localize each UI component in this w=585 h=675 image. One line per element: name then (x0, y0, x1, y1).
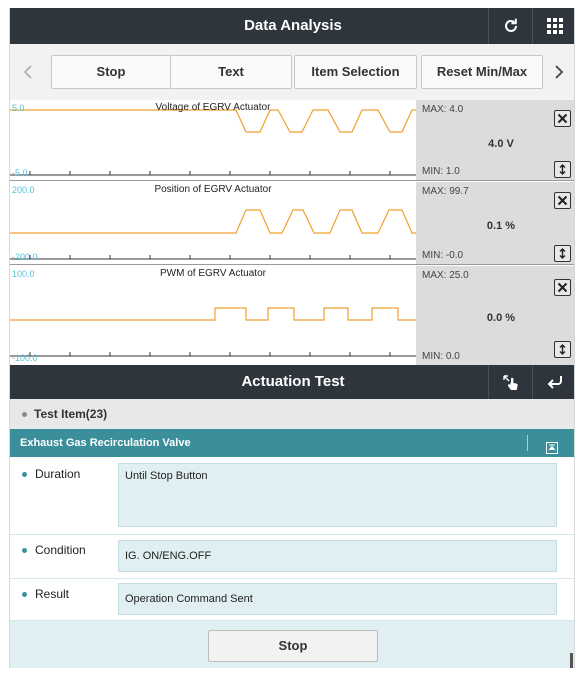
chevron-right-icon (554, 64, 564, 80)
min-value: MIN: 1.0 (422, 166, 460, 177)
max-value: MAX: 25.0 (422, 270, 469, 281)
return-icon (546, 374, 564, 390)
bullet-icon (22, 548, 27, 553)
current-value: 0.1 % (486, 220, 516, 232)
test-item-header (10, 399, 575, 429)
test-item-count: Test Item(23) (34, 407, 108, 421)
scrollbar[interactable] (570, 653, 573, 668)
scroll-left-button[interactable] (16, 55, 40, 89)
page-title: Data Analysis (244, 17, 342, 34)
graph-panel-voltage (10, 100, 575, 181)
actuation-test-title: Actuation Test (241, 373, 345, 390)
drag-handle-button[interactable] (488, 365, 532, 399)
scale-graph-button[interactable] (554, 341, 571, 358)
touch-drag-icon (501, 373, 521, 391)
refresh-icon (502, 17, 520, 35)
current-value: 4.0 V (488, 138, 514, 150)
graph-title: PWM of EGRV Actuator (160, 268, 266, 279)
text-button[interactable]: Text (170, 55, 292, 89)
duration-field: Until Stop Button (118, 463, 557, 527)
close-icon (557, 195, 568, 206)
selected-test-item[interactable] (10, 429, 575, 457)
graph-side-panel (416, 182, 575, 264)
result-label-text: Result (35, 587, 70, 601)
y-axis-max: 200.0 (12, 185, 35, 195)
graph-plot-area (10, 100, 416, 180)
duration-row (10, 457, 575, 535)
max-value: MAX: 99.7 (422, 186, 469, 197)
close-icon (557, 282, 568, 293)
action-bar (10, 621, 575, 668)
condition-label-text: Condition (35, 543, 86, 557)
bullet-icon (22, 412, 27, 417)
graph-plot-area (10, 182, 416, 264)
result-field: Operation Command Sent (118, 583, 557, 615)
condition-field: IG. ON/ENG.OFF (118, 540, 557, 572)
y-axis-min: -200.0 (12, 252, 38, 262)
vertical-resize-icon (557, 344, 568, 355)
min-value: MIN: 0.0 (422, 351, 460, 362)
remove-graph-button[interactable] (554, 192, 571, 209)
y-axis-max: 100.0 (12, 269, 35, 279)
remove-graph-button[interactable] (554, 279, 571, 296)
graph-side-panel (416, 100, 575, 180)
result-row (10, 579, 575, 621)
divider (527, 435, 528, 451)
menu-button[interactable] (532, 8, 575, 44)
condition-row (10, 535, 575, 579)
y-axis-min: -5.0 (12, 168, 28, 178)
app-frame (9, 8, 575, 668)
condition-label (22, 543, 86, 557)
collapse-up-icon (546, 442, 558, 454)
scale-graph-button[interactable] (554, 245, 571, 262)
duration-label-text: Duration (35, 467, 81, 481)
graph-plot-area (10, 266, 416, 365)
refresh-button[interactable] (488, 8, 532, 44)
graph-panel-pwm (10, 266, 575, 365)
selected-item-label: Exhaust Gas Recirculation Valve (20, 437, 191, 449)
remove-graph-button[interactable] (554, 110, 571, 127)
graph-title: Voltage of EGRV Actuator (155, 102, 271, 113)
bullet-icon (22, 592, 27, 597)
title-bar (10, 8, 575, 44)
min-value: MIN: -0.0 (422, 250, 464, 261)
duration-label (22, 467, 80, 481)
y-axis-min: -100.0 (12, 353, 38, 363)
close-icon (557, 113, 568, 124)
max-value: MAX: 4.0 (422, 104, 464, 115)
vertical-resize-icon (557, 164, 568, 175)
graph-side-panel (416, 266, 575, 365)
result-label (22, 587, 69, 601)
actuation-test-header (10, 365, 575, 399)
toolbar (10, 44, 575, 100)
reset-min-max-button[interactable]: Reset Min/Max (421, 55, 543, 89)
current-value: 0.0 % (486, 312, 516, 324)
return-button[interactable] (532, 365, 575, 399)
scroll-right-button[interactable] (547, 55, 571, 89)
graph-title: Position of EGRV Actuator (154, 184, 272, 195)
bullet-icon (22, 472, 27, 477)
vertical-resize-icon (557, 248, 568, 259)
chevron-left-icon (23, 64, 33, 80)
stop-graph-button[interactable]: Stop (51, 55, 171, 89)
grid-menu-icon (547, 18, 563, 34)
graph-panel-position (10, 182, 575, 265)
pwm-trace (10, 266, 416, 365)
scale-graph-button[interactable] (554, 161, 571, 178)
stop-test-button[interactable]: Stop (208, 630, 378, 662)
item-selection-button[interactable]: Item Selection (294, 55, 417, 89)
y-axis-max: 5.0 (12, 103, 25, 113)
